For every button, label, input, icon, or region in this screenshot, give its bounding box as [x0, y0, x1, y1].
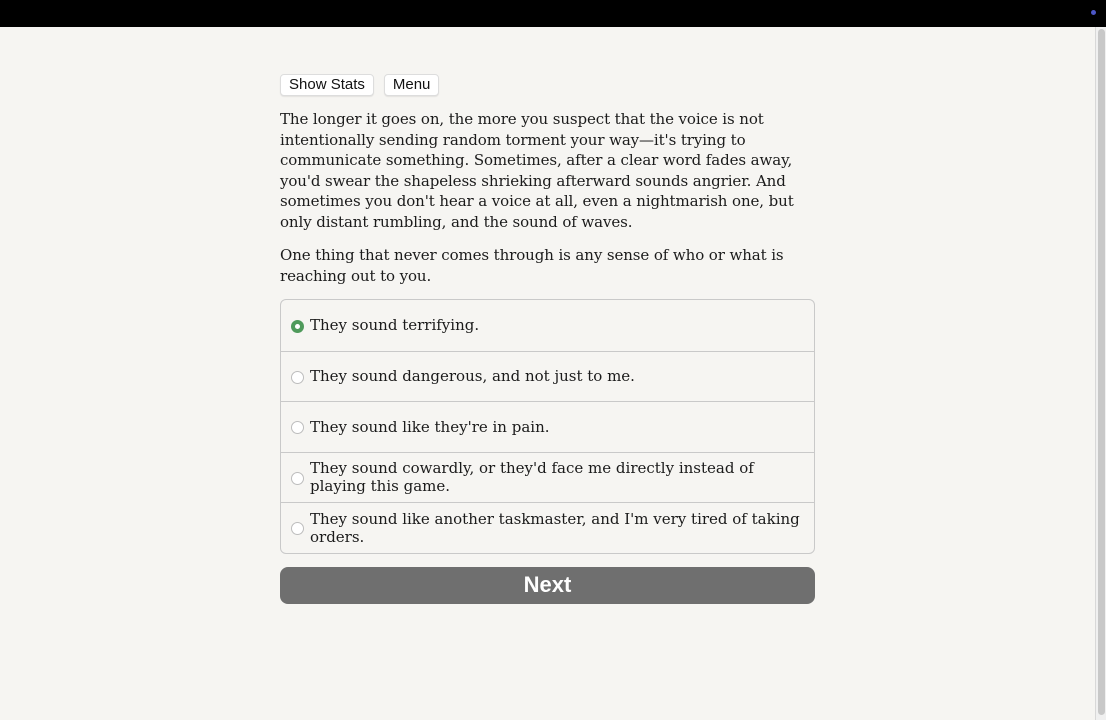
choice-option-2[interactable] — [281, 351, 814, 402]
choice-label: They sound dangerous, and not just to me. — [310, 367, 635, 386]
show-stats-button[interactable]: Show Stats — [280, 74, 374, 96]
passage-paragraph: One thing that never comes through is any sense of who or what is reaching out to you. — [280, 246, 784, 285]
scrollbar-thumb[interactable] — [1098, 29, 1105, 715]
window-top-bar — [0, 0, 1106, 27]
choice-option-5[interactable] — [281, 502, 814, 553]
next-button[interactable]: Next — [280, 567, 815, 604]
passage-paragraph: The longer it goes on, the more you suspect that the voice is not intentionally sending random torment your way—it's trying to communicate something. Sometimes, after a clear word fades away, you'd swear the shapeless shrieking afterward sounds angrier. And sometimes you don't hear a voice at all, even a nightmarish one, but only distant rumbling, and the sound of waves. — [280, 110, 794, 231]
vertical-scrollbar[interactable] — [1095, 27, 1106, 720]
page-body — [0, 27, 1095, 720]
choice-option-3[interactable] — [281, 401, 814, 452]
status-dot-icon — [1091, 10, 1096, 15]
choice-label: They sound like another taskmaster, and I'm very tired of taking orders. — [310, 509, 800, 546]
choice-label: They sound cowardly, or they'd face me directly instead of playing this game. — [310, 459, 754, 496]
menu-button[interactable]: Menu — [384, 74, 440, 96]
radio-unselected-icon[interactable] — [291, 421, 304, 434]
story-passage — [280, 109, 815, 286]
radio-selected-icon[interactable] — [291, 320, 304, 333]
choice-option-1[interactable] — [281, 300, 814, 351]
choice-label: They sound terrifying. — [310, 316, 480, 335]
choice-label: They sound like they're in pain. — [310, 417, 550, 436]
radio-unselected-icon[interactable] — [291, 472, 304, 485]
radio-unselected-icon[interactable] — [291, 371, 304, 384]
toolbar — [280, 74, 815, 96]
choice-option-4[interactable] — [281, 452, 814, 503]
game-container — [280, 74, 815, 604]
choice-list — [280, 299, 815, 554]
radio-unselected-icon[interactable] — [291, 522, 304, 535]
